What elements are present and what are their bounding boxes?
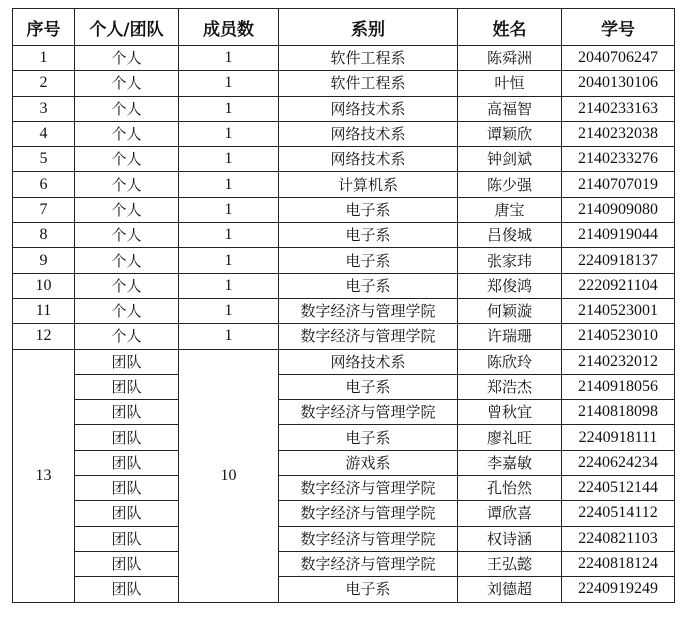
cell-name: 唐宝 bbox=[458, 197, 562, 222]
cell-name: 刘德超 bbox=[458, 577, 562, 602]
cell-dept: 数字经济与管理学院 bbox=[279, 526, 458, 551]
cell-name: 陈舜洲 bbox=[458, 46, 562, 71]
team-seq-cell: 13 bbox=[13, 349, 75, 602]
table-row bbox=[13, 349, 675, 374]
cell-type: 个人 bbox=[75, 324, 179, 349]
cell-dept: 网络技术系 bbox=[279, 96, 458, 121]
table-row bbox=[13, 248, 675, 273]
cell-name: 钟剑斌 bbox=[458, 147, 562, 172]
cell-id: 2240818124 bbox=[562, 551, 675, 576]
cell-id: 2140919044 bbox=[562, 223, 675, 248]
table-row bbox=[13, 46, 675, 71]
cell-count: 1 bbox=[179, 96, 279, 121]
cell-name: 郑俊鸿 bbox=[458, 273, 562, 298]
cell-dept: 软件工程系 bbox=[279, 46, 458, 71]
cell-id: 2240624234 bbox=[562, 450, 675, 475]
table-body bbox=[13, 46, 675, 603]
cell-dept: 电子系 bbox=[279, 197, 458, 222]
table-row bbox=[13, 501, 675, 526]
cell-name: 高福智 bbox=[458, 96, 562, 121]
cell-name: 孔怡然 bbox=[458, 476, 562, 501]
cell-name: 许瑞珊 bbox=[458, 324, 562, 349]
header-type: 个人/团队 bbox=[75, 9, 179, 46]
cell-dept: 数字经济与管理学院 bbox=[279, 324, 458, 349]
cell-type: 个人 bbox=[75, 96, 179, 121]
cell-dept: 网络技术系 bbox=[279, 147, 458, 172]
cell-type: 个人 bbox=[75, 273, 179, 298]
cell-type: 个人 bbox=[75, 197, 179, 222]
cell-count: 1 bbox=[179, 324, 279, 349]
cell-type: 团队 bbox=[75, 450, 179, 475]
cell-seq: 4 bbox=[13, 121, 75, 146]
table-row bbox=[13, 172, 675, 197]
cell-id: 2240918111 bbox=[562, 425, 675, 450]
table-row bbox=[13, 223, 675, 248]
header-row bbox=[13, 9, 675, 46]
cell-name: 李嘉敏 bbox=[458, 450, 562, 475]
cell-id: 2140233163 bbox=[562, 96, 675, 121]
cell-id: 2140233276 bbox=[562, 147, 675, 172]
cell-type: 个人 bbox=[75, 121, 179, 146]
cell-seq: 9 bbox=[13, 248, 75, 273]
table-row bbox=[13, 96, 675, 121]
cell-seq: 12 bbox=[13, 324, 75, 349]
cell-dept: 软件工程系 bbox=[279, 71, 458, 96]
cell-id: 2040130106 bbox=[562, 71, 675, 96]
table-row bbox=[13, 324, 675, 349]
table-row bbox=[13, 197, 675, 222]
cell-count: 1 bbox=[179, 71, 279, 96]
cell-seq: 6 bbox=[13, 172, 75, 197]
cell-dept: 数字经济与管理学院 bbox=[279, 551, 458, 576]
cell-seq: 2 bbox=[13, 71, 75, 96]
cell-count: 1 bbox=[179, 248, 279, 273]
cell-type: 个人 bbox=[75, 223, 179, 248]
cell-type: 团队 bbox=[75, 501, 179, 526]
cell-id: 2240514112 bbox=[562, 501, 675, 526]
cell-id: 2140909080 bbox=[562, 197, 675, 222]
cell-id: 2140232012 bbox=[562, 349, 675, 374]
cell-name: 叶恒 bbox=[458, 71, 562, 96]
cell-count: 1 bbox=[179, 197, 279, 222]
table-row bbox=[13, 476, 675, 501]
cell-id: 2240512144 bbox=[562, 476, 675, 501]
cell-dept: 计算机系 bbox=[279, 172, 458, 197]
table-row bbox=[13, 577, 675, 602]
cell-seq: 11 bbox=[13, 298, 75, 323]
cell-type: 团队 bbox=[75, 400, 179, 425]
roster-table bbox=[12, 8, 675, 603]
cell-count: 1 bbox=[179, 298, 279, 323]
table-row bbox=[13, 400, 675, 425]
cell-type: 个人 bbox=[75, 147, 179, 172]
cell-name: 廖礼旺 bbox=[458, 425, 562, 450]
cell-dept: 电子系 bbox=[279, 273, 458, 298]
header-count: 成员数 bbox=[179, 9, 279, 46]
cell-seq: 1 bbox=[13, 46, 75, 71]
cell-type: 团队 bbox=[75, 577, 179, 602]
cell-name: 何颖漩 bbox=[458, 298, 562, 323]
cell-count: 1 bbox=[179, 147, 279, 172]
cell-name: 王弘懿 bbox=[458, 551, 562, 576]
cell-name: 张家玮 bbox=[458, 248, 562, 273]
cell-type: 团队 bbox=[75, 526, 179, 551]
cell-count: 1 bbox=[179, 273, 279, 298]
cell-type: 个人 bbox=[75, 46, 179, 71]
cell-id: 2220921104 bbox=[562, 273, 675, 298]
cell-id: 2140232038 bbox=[562, 121, 675, 146]
table-row bbox=[13, 273, 675, 298]
cell-count: 1 bbox=[179, 223, 279, 248]
cell-dept: 游戏系 bbox=[279, 450, 458, 475]
cell-name: 权诗涵 bbox=[458, 526, 562, 551]
cell-name: 曾秋宜 bbox=[458, 400, 562, 425]
cell-dept: 网络技术系 bbox=[279, 349, 458, 374]
header-name: 姓名 bbox=[458, 9, 562, 46]
table-row bbox=[13, 374, 675, 399]
cell-type: 个人 bbox=[75, 248, 179, 273]
cell-seq: 7 bbox=[13, 197, 75, 222]
cell-id: 2240821103 bbox=[562, 526, 675, 551]
cell-dept: 数字经济与管理学院 bbox=[279, 298, 458, 323]
table-row bbox=[13, 450, 675, 475]
header-dept: 系别 bbox=[279, 9, 458, 46]
cell-dept: 电子系 bbox=[279, 223, 458, 248]
cell-id: 2140523001 bbox=[562, 298, 675, 323]
cell-count: 1 bbox=[179, 121, 279, 146]
cell-dept: 电子系 bbox=[279, 577, 458, 602]
cell-count: 1 bbox=[179, 172, 279, 197]
cell-id: 2140818098 bbox=[562, 400, 675, 425]
cell-name: 郑浩杰 bbox=[458, 374, 562, 399]
cell-id: 2140707019 bbox=[562, 172, 675, 197]
table-row bbox=[13, 425, 675, 450]
table-row bbox=[13, 147, 675, 172]
cell-seq: 3 bbox=[13, 96, 75, 121]
cell-name: 吕俊城 bbox=[458, 223, 562, 248]
header-id: 学号 bbox=[562, 9, 675, 46]
table-row bbox=[13, 121, 675, 146]
cell-dept: 数字经济与管理学院 bbox=[279, 476, 458, 501]
cell-type: 团队 bbox=[75, 374, 179, 399]
table-header bbox=[13, 9, 675, 46]
cell-dept: 数字经济与管理学院 bbox=[279, 501, 458, 526]
cell-name: 谭欣喜 bbox=[458, 501, 562, 526]
cell-dept: 电子系 bbox=[279, 248, 458, 273]
cell-dept: 网络技术系 bbox=[279, 121, 458, 146]
cell-type: 个人 bbox=[75, 172, 179, 197]
table-row bbox=[13, 71, 675, 96]
cell-type: 团队 bbox=[75, 476, 179, 501]
cell-id: 2140918056 bbox=[562, 374, 675, 399]
cell-dept: 电子系 bbox=[279, 425, 458, 450]
cell-count: 1 bbox=[179, 46, 279, 71]
cell-id: 2040706247 bbox=[562, 46, 675, 71]
team-count-cell: 10 bbox=[179, 349, 279, 602]
cell-seq: 8 bbox=[13, 223, 75, 248]
cell-name: 陈欣玲 bbox=[458, 349, 562, 374]
cell-type: 团队 bbox=[75, 349, 179, 374]
cell-dept: 电子系 bbox=[279, 374, 458, 399]
cell-name: 陈少强 bbox=[458, 172, 562, 197]
cell-type: 个人 bbox=[75, 298, 179, 323]
cell-name: 谭颖欣 bbox=[458, 121, 562, 146]
table-row bbox=[13, 298, 675, 323]
table-row bbox=[13, 526, 675, 551]
cell-dept: 数字经济与管理学院 bbox=[279, 400, 458, 425]
cell-id: 2140523010 bbox=[562, 324, 675, 349]
cell-id: 2240919249 bbox=[562, 577, 675, 602]
header-seq: 序号 bbox=[13, 9, 75, 46]
cell-type: 团队 bbox=[75, 425, 179, 450]
cell-type: 团队 bbox=[75, 551, 179, 576]
table-row bbox=[13, 551, 675, 576]
cell-id: 2240918137 bbox=[562, 248, 675, 273]
cell-seq: 5 bbox=[13, 147, 75, 172]
cell-type: 个人 bbox=[75, 71, 179, 96]
cell-seq: 10 bbox=[13, 273, 75, 298]
